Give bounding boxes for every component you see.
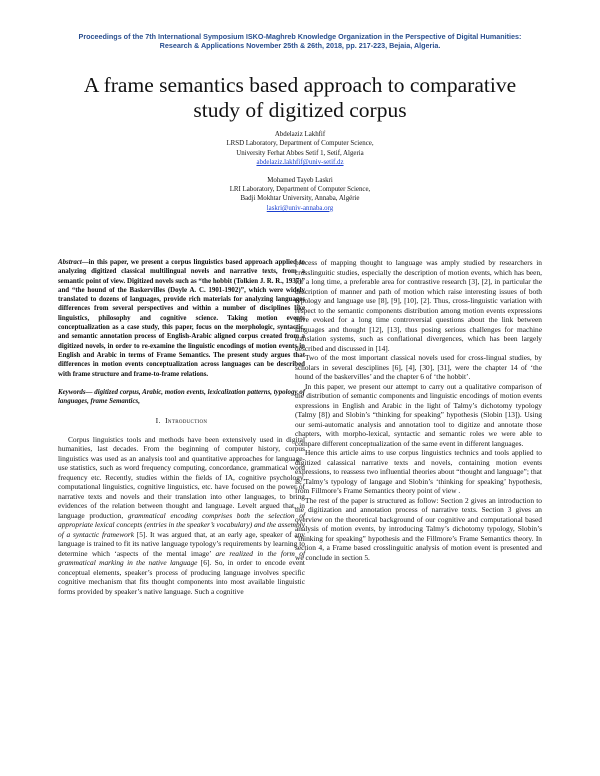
- author-2-university: Badji Mokhtar University, Annaba, Algérie: [240, 195, 360, 203]
- author-2-email-link[interactable]: laskri@univ-annaba.org: [266, 204, 334, 212]
- author-2-affiliation: LRI Laboratory, Department of Computer Science,: [229, 186, 371, 194]
- abstract-label: Abstract: [58, 259, 82, 266]
- section-title: Introduction: [165, 416, 208, 426]
- author-1-affiliation: LRSD Laboratory, Department of Computer Science,: [226, 140, 374, 148]
- header-line-1: Proceedings of the 7th International Symposium ISKO-Maghreb Knowledge Organization in the Perspective of Digital Humanities:: [78, 32, 522, 41]
- keywords-label: Keywords: [58, 388, 86, 396]
- intro-paragraph-1: [58, 435, 305, 597]
- right-column: [295, 258, 542, 562]
- author-1-email-link[interactable]: abdelaziz.lakhfif@univ-setif.dz: [256, 159, 344, 167]
- abstract-text: —in this paper, we present a corpus linguistics based approach applied to analyzing digitized classical multilingual novels and narrative texts, from a semantic point of view. Digitized novels such as “the hobbit (Tolkien J. R. R., 1937)” and “the hound of the Baskervilles (Doyle A. C. 1901-1902)”, which were widely translated to dozens of languages, provide rich materials for analyzing languages differences from several perspectives and within a number of disciplines like linguistics, philosophy and cognitive science. Taking motion events conceptualization as a case study, this paper, focus on the morphologic, syntactic, and semantic annotation process of English-Arabic aligned corpus created from a digitized novels, in order to re-examine the linguistic encodings of motion events in English and Arabic in terms of Frame Semantics. The present study argues that differences in motion events conceptualization across languages can be described with frame structure and frame-to-frame relations.: [58, 259, 305, 378]
- intro-paragraph-2: Two of the most important classical novels used for cross-lingual studies, by scholars in several desciplines [6], [4], [30], [31], were the chapter 14 of ‘the hound of the baskervilles’ and the chapter 6 of ‘the hobbit’.: [295, 353, 542, 381]
- keywords-text: — digitized corpus, Arabic, motion events, lexicalization patterns, typology of languages, frame Semantics,: [58, 388, 305, 406]
- keywords: [58, 388, 305, 407]
- intro-paragraph-5: The rest of the paper is structured as follow: Section 2 gives an introduction to the digitization and annotation process of narrative texts. Section 3 gives an overview on the theoretical background of our cognitive and computational based analysis of motion events, by introducing Talmy’s dichotomy typology, Slobin’s “thinking for speaking” hypothesis and the Fillmore’s Frame Semantics theory. In section 4, a Frame based crosslinguitic analysis of motion event is presented and we conclude in section 5.: [295, 495, 542, 562]
- title-line-2: study of digitized corpus: [193, 98, 407, 122]
- intro-paragraph-4: Hence this article aims to use corpus linguistics technics and tools applied to digitized calassical narrative texts and novels, containing motion events expressions, to reassess two influential theories about “thought and language”; that is, Talmy’s typology of langage and Slobin’s ‘thinking for speaking’ hypothesis, from Fillmore’s Frame Semantics theory point of view .: [295, 448, 542, 495]
- intro-p1-text-c: [6]. So, in order to encode event conceptual elements, speaker’s process of producing language involves specific cognitive mechanism that fits thought components into most available linguistic forms provided by speaker’s native language. Such a cognitive: [58, 558, 305, 596]
- header-line-2: Research & Applications November 25th & 26th, 2018, pp. 217-223, Bejaia, Algeria.: [159, 41, 441, 51]
- proceedings-header: [40, 32, 560, 50]
- author-1-university: University Ferhat Abbes Setif 1, Setif, Algeria: [236, 149, 364, 157]
- section-number: I.: [155, 416, 161, 426]
- left-column: [58, 258, 305, 596]
- abstract: [58, 258, 305, 379]
- title-line-1: A frame semantics based approach to comparative: [83, 73, 517, 97]
- intro-p1-text-a: Corpus linguistics tools and methods have been extensively used in digital humanities, last decades. From the beginning of computer history, corpus linguistics was used as an analysis tool and quantitative approaches for language-use statistics, such as word frequency computing, concordance, grammatical word frequency etc. Recently, studies within the fields of IA, cognitive psychology, computational linguistics, cognitive linguistics, etc. have focused on the power of narrative texts and novels and their translation into other languages, to bring evidences of the relation between thought and language. Levelt argued that, in language production,: [58, 434, 305, 520]
- intro-p1-italic-a: grammatical encoding comprises both the selection of appropriate lexical concepts (entries in the speaker’s vocabulary) and the assembly of a syntactic framework: [58, 510, 305, 539]
- intro-p1-italic-b: are realized in the form of grammatical marking in the native language: [58, 548, 305, 568]
- intro-paragraph-cont: process of mapping thought to language was amply studied by researchers in crosslinguitic studies, especially the description of motion events, which has been, for a long time, a preferable area for contrastive research [3], [2], in particular the description of manner and path of motion which raise interesting issues of both typology and language use [8], [9], [10], [2]. Thus, cross-linguistic variation with respect to the semantic components distribution among motion events expressions have evoked for a long time controversial questions about the link between languages and thought [12], [13], thus posing serious challenges for machine translation systems, such as conflational divergences, which has been largely described and discussed in [14].: [295, 258, 542, 353]
- paper-title: [40, 73, 560, 123]
- intro-p1-text-b: [5]. It was argued that, at an early age, speaker of any language is trained to fit its native language typology’s requirements by learning to determine which ‘aspects of the mental image’: [58, 529, 305, 558]
- author-2-name: Mohamed Tayeb Laskri: [267, 176, 333, 184]
- author-1-name: Abdelaziz Lakhfif: [274, 131, 326, 138]
- intro-paragraph-3: In this paper, we present our attempt to carry out a qualitative comparison of the distribution of semantic components and linguistic encodings of motion events expressions in English and Arabic in the light of Talmy’s dichotomy typology (Talmy [8]) and Slobin’s “thinking for speaking” hypothesis (Slobin [13]). Using our semi-automatic analysis and annotation tool to digitize and annotate those chapters, with morpho-lexical, syntactic and semantic roles we were able to compare different conceptualization of the same event in different languages.: [295, 381, 542, 448]
- section-heading-introduction: [58, 416, 305, 426]
- author-block: [100, 130, 500, 213]
